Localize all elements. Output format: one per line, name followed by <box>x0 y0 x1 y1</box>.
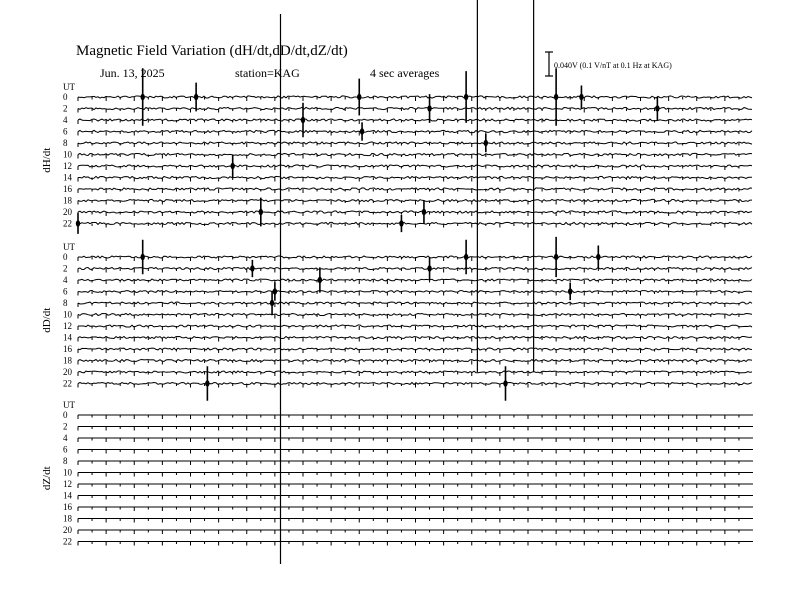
row-hour-label: 4 <box>63 115 68 125</box>
row-hour-label: 8 <box>63 138 68 148</box>
spike-burst <box>503 380 507 386</box>
scale-label: 0.040V (0.1 V/nT at 0.1 Hz at KAG) <box>554 61 672 70</box>
ut-label: UT <box>63 82 75 92</box>
row-hour-label: 14 <box>63 490 72 501</box>
row-hour-label: 8 <box>63 298 68 308</box>
spike-burst <box>568 288 572 294</box>
row-hour-label: 4 <box>63 433 68 443</box>
averaging-label: 4 sec averages <box>370 66 440 80</box>
row-hour-label: 0 <box>63 252 68 262</box>
spike-burst <box>194 94 198 100</box>
spike-burst <box>140 254 144 260</box>
spike-burst <box>259 209 263 215</box>
row-hour-label: 10 <box>63 309 72 320</box>
spike-burst <box>205 380 209 386</box>
panel-dddt <box>41 237 752 401</box>
chart-title: Magnetic Field Variation (dH/dt,dD/dt,dZ/dt) <box>76 43 348 59</box>
row-hour-label: 2 <box>63 421 68 432</box>
row-hour-label: 14 <box>63 332 72 343</box>
panel-dzdt <box>41 400 753 547</box>
ut-label: UT <box>63 400 75 410</box>
spike-burst <box>464 94 468 100</box>
row-hour-label: 18 <box>63 355 72 366</box>
spike-burst <box>273 288 277 294</box>
row-hour-label: 14 <box>63 172 72 183</box>
spike-burst <box>464 254 468 260</box>
row-hour-label: 18 <box>63 513 72 524</box>
row-hour-label: 2 <box>63 263 68 274</box>
spike-burst <box>655 105 659 111</box>
date-label: Jun. 13, 2025 <box>100 66 165 80</box>
row-hour-label: 2 <box>63 103 68 114</box>
row-hour-label: 10 <box>63 149 72 160</box>
spike-burst <box>427 105 431 111</box>
spike-burst <box>422 209 426 215</box>
row-hour-label: 12 <box>63 161 72 171</box>
spike-burst <box>76 220 80 226</box>
spike-burst <box>579 94 583 100</box>
spike-burst <box>301 117 305 123</box>
row-hour-label: 0 <box>63 410 68 420</box>
row-hour-label: 12 <box>63 479 72 489</box>
row-hour-label: 16 <box>63 502 72 512</box>
spike-burst <box>484 140 488 146</box>
row-hour-label: 16 <box>63 344 72 354</box>
panel-dhdt <box>41 68 752 234</box>
row-hour-label: 22 <box>63 378 72 389</box>
station-label: station=KAG <box>235 66 300 80</box>
scale-bar <box>545 52 553 76</box>
spike-burst <box>596 254 600 260</box>
panel-axis-label: dD/dt <box>41 307 53 333</box>
row-hour-label: 10 <box>63 467 72 478</box>
row-hour-label: 20 <box>63 525 72 535</box>
spike-burst <box>140 94 144 100</box>
row-hour-label: 6 <box>63 444 68 455</box>
panel-axis-label: dZ/dt <box>41 466 53 491</box>
row-hour-label: 12 <box>63 321 72 331</box>
spike-burst <box>230 163 234 169</box>
spike-burst <box>554 94 558 100</box>
row-hour-label: 6 <box>63 286 68 297</box>
spike-burst <box>360 128 364 134</box>
row-hour-label: 16 <box>63 184 72 194</box>
spike-burst <box>357 94 361 100</box>
panels-group <box>41 68 753 546</box>
row-hour-label: 22 <box>63 536 72 547</box>
row-hour-label: 8 <box>63 456 68 466</box>
row-hour-label: 18 <box>63 195 72 206</box>
row-hour-label: 22 <box>63 218 72 229</box>
ut-label: UT <box>63 242 75 252</box>
row-hour-label: 4 <box>63 275 68 285</box>
panel-axis-label: dH/dt <box>41 147 53 173</box>
spike-burst <box>554 254 558 260</box>
row-hour-label: 20 <box>63 367 72 377</box>
spike-burst <box>399 220 403 226</box>
row-hour-label: 0 <box>63 92 68 102</box>
spike-burst <box>318 277 322 283</box>
row-hour-label: 20 <box>63 207 72 217</box>
spike-burst <box>250 265 254 271</box>
spike-burst <box>427 265 431 271</box>
row-hour-label: 6 <box>63 126 68 137</box>
spike-burst <box>270 300 274 306</box>
